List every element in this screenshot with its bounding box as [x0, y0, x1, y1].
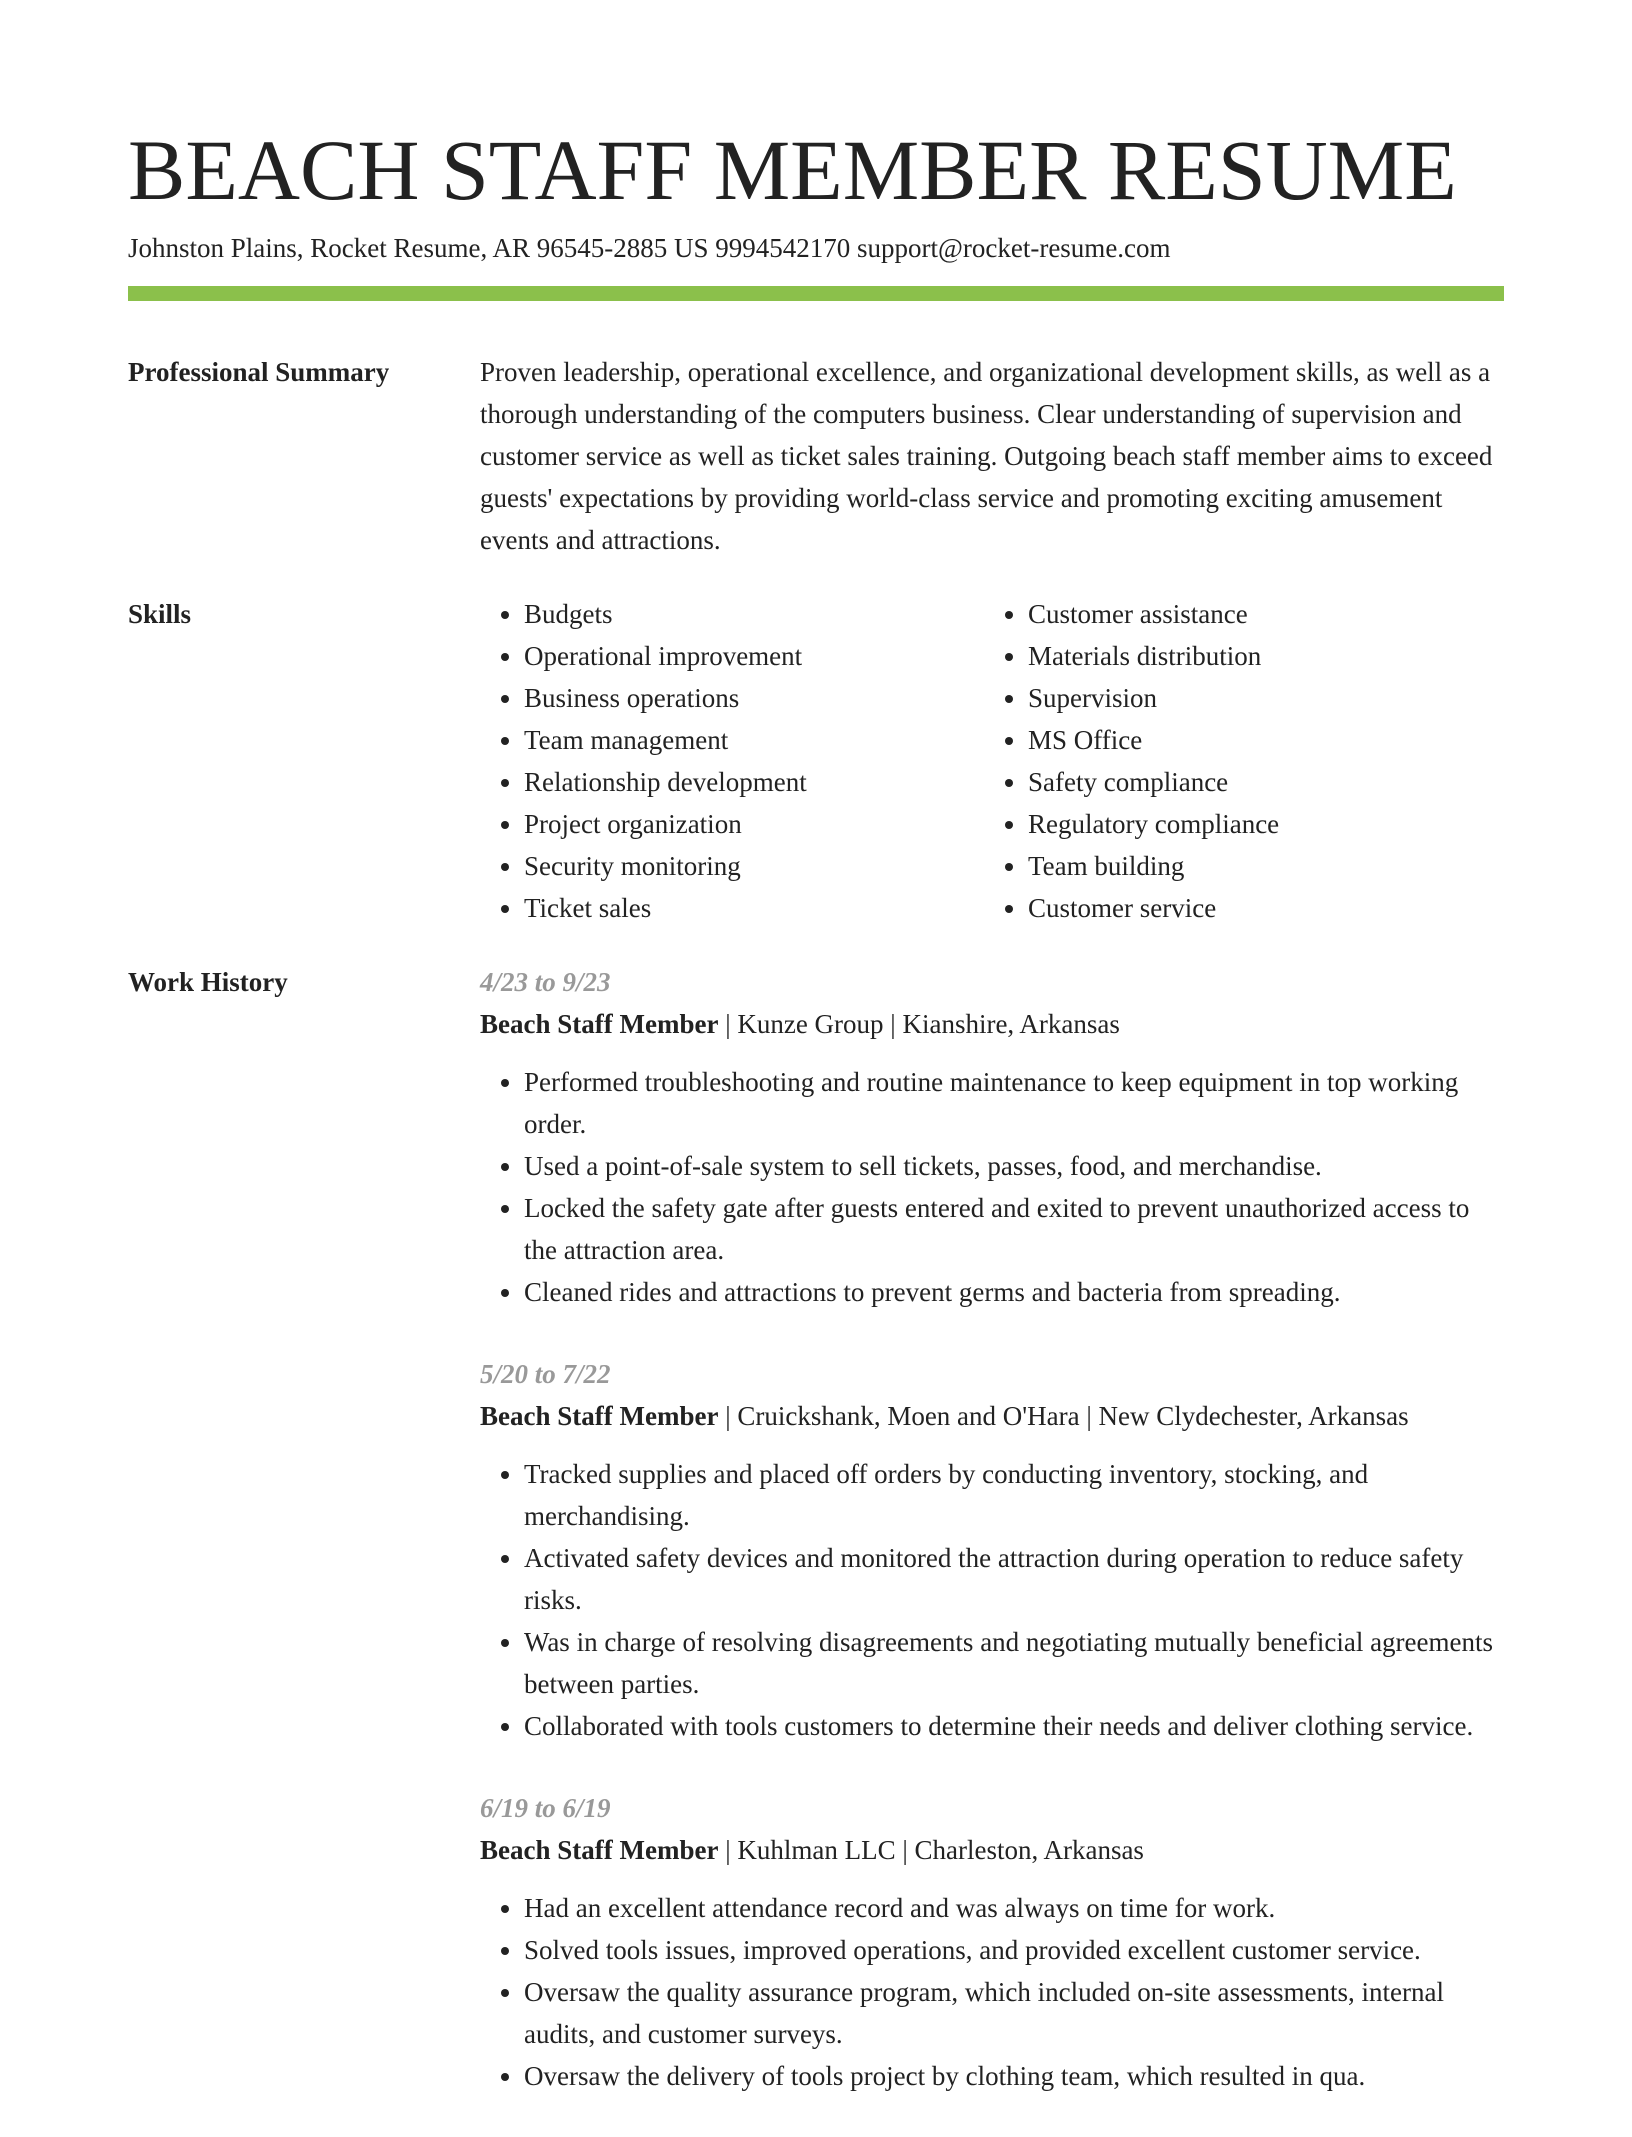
skills-list-column-1 — [480, 593, 984, 929]
job-title: Beach Staff Member — [480, 1835, 719, 1865]
job-bullet: • Locked the safety gate after guests entered and exited to prevent unauthorized access to the attraction area. — [524, 1187, 1504, 1271]
job-bullet: • Collaborated with tools customers to determine their needs and deliver clothing service. — [524, 1705, 1504, 1747]
job-bullet-list — [480, 1061, 1504, 1313]
skill-item: • Ticket sales — [524, 887, 984, 929]
skill-item: • Team building — [1028, 845, 1488, 887]
job-bullet: • Cleaned rides and attractions to prevent germs and bacteria from spreading. — [524, 1271, 1504, 1313]
job-dates: 4/23 to 9/23 — [480, 967, 611, 997]
skill-item: • Security monitoring — [524, 845, 984, 887]
skill-item: • Team management — [524, 719, 984, 761]
skill-item: • Safety compliance — [1028, 761, 1488, 803]
job-entry — [480, 1353, 1504, 1747]
job-entry — [480, 961, 1504, 1313]
job-heading — [480, 1003, 1504, 1045]
job-heading — [480, 1829, 1504, 1871]
job-heading — [480, 1395, 1504, 1437]
job-details: | Kuhlman LLC | Charleston, Arkansas — [718, 1835, 1144, 1865]
skill-item: • Relationship development — [524, 761, 984, 803]
skill-item: • Customer service — [1028, 887, 1488, 929]
skill-item: • Supervision — [1028, 677, 1488, 719]
work-history-section — [128, 961, 1504, 2137]
skill-item: • Budgets — [524, 593, 984, 635]
skill-item: • Operational improvement — [524, 635, 984, 677]
job-bullet: • Used a point-of-sale system to sell tickets, passes, food, and merchandise. — [524, 1145, 1504, 1187]
section-label-work-history: Work History — [128, 967, 288, 997]
job-dates: 5/20 to 7/22 — [480, 1359, 611, 1389]
header-divider — [128, 286, 1504, 301]
resume-page — [128, 0, 1504, 2137]
skill-item: • Project organization — [524, 803, 984, 845]
job-bullet-list — [480, 1887, 1504, 2097]
job-bullet: • Activated safety devices and monitored the attraction during operation to reduce safety risks. — [524, 1537, 1504, 1621]
section-label-skills: Skills — [128, 599, 192, 629]
job-entry — [480, 1787, 1504, 2097]
job-bullet-list — [480, 1453, 1504, 1747]
resume-title: BEACH STAFF MEMBER RESUME — [128, 122, 1457, 218]
contact-info: Johnston Plains, Rocket Resume, AR 96545-2885 US 9994542170 support@rocket-resume.com — [128, 233, 1171, 263]
skill-item: • MS Office — [1028, 719, 1488, 761]
section-label-professional-summary: Professional Summary — [128, 357, 390, 387]
job-bullet: • Solved tools issues, improved operations, and provided excellent customer service. — [524, 1929, 1504, 1971]
skills-list-column-2 — [984, 593, 1488, 929]
job-details: | Cruickshank, Moen and O'Hara | New Clydechester, Arkansas — [718, 1401, 1409, 1431]
summary-text: Proven leadership, operational excellence, and organizational development skills, as well as a thorough understanding of the computers business. Clear understanding of supervision and customer service as well as ticket sales training. Outgoing beach staff member aims to exceed guests' expectations by providing world-class service and promoting exciting amusement events and attractions. — [480, 357, 1493, 555]
job-bullet: • Performed troubleshooting and routine maintenance to keep equipment in top working order. — [524, 1061, 1504, 1145]
skill-item: • Customer assistance — [1028, 593, 1488, 635]
skill-item: • Materials distribution — [1028, 635, 1488, 677]
skill-item: • Regulatory compliance — [1028, 803, 1488, 845]
job-dates: 6/19 to 6/19 — [480, 1793, 611, 1823]
job-bullet: • Tracked supplies and placed off orders by conducting inventory, stocking, and merchandising. — [524, 1453, 1504, 1537]
skill-item: • Business operations — [524, 677, 984, 719]
job-title: Beach Staff Member — [480, 1401, 719, 1431]
professional-summary-section — [128, 351, 1504, 561]
job-bullet: • Oversaw the delivery of tools project by clothing team, which resulted in qua. — [524, 2055, 1504, 2097]
job-bullet: • Had an excellent attendance record and was always on time for work. — [524, 1887, 1504, 1929]
skills-section — [128, 593, 1504, 929]
job-bullet: • Was in charge of resolving disagreements and negotiating mutually beneficial agreements between parties. — [524, 1621, 1504, 1705]
job-title: Beach Staff Member — [480, 1009, 719, 1039]
job-details: | Kunze Group | Kianshire, Arkansas — [718, 1009, 1120, 1039]
job-bullet: • Oversaw the quality assurance program, which included on-site assessments, internal audits, and customer surveys. — [524, 1971, 1504, 2055]
